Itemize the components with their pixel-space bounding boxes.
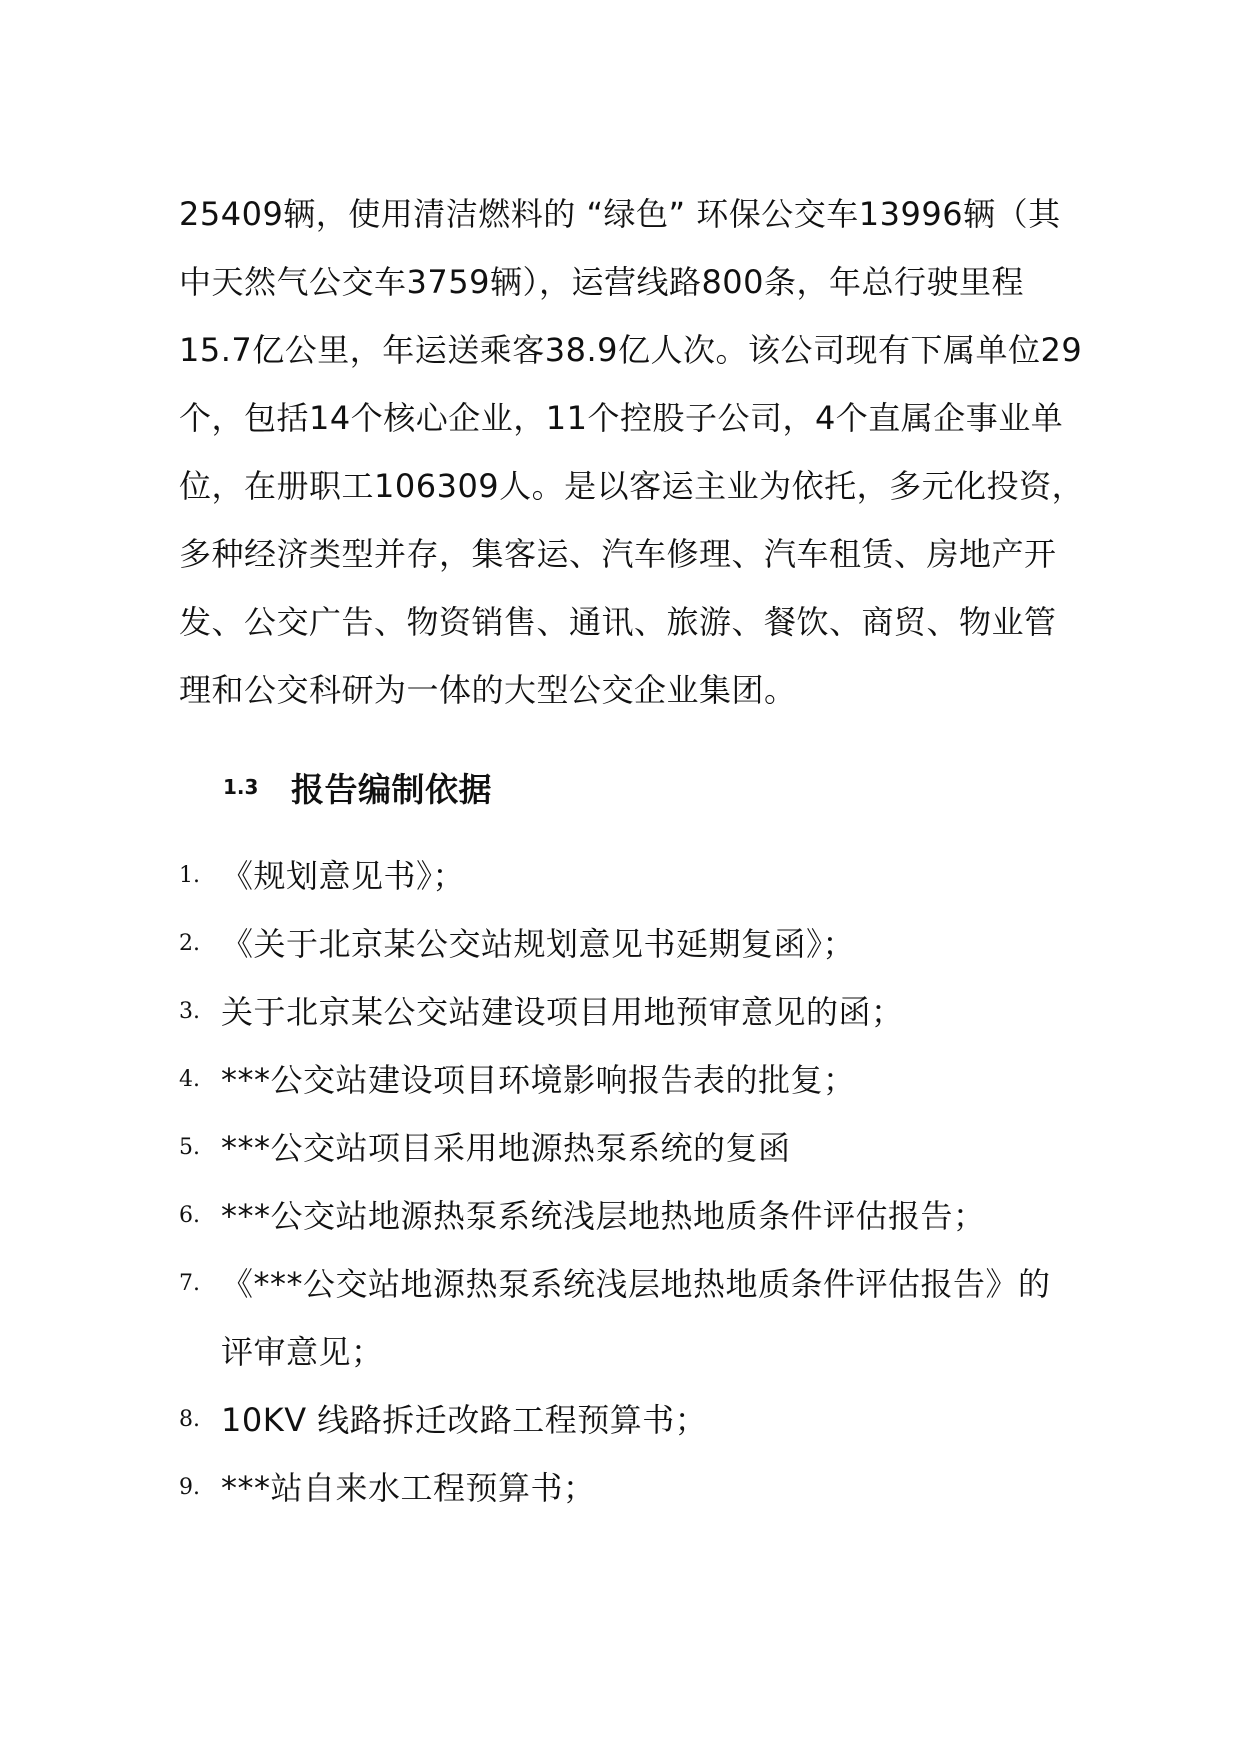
paragraph-line: 位，在册职工106309人。是以客运主业为依托，多元化投资， [179, 467, 1085, 505]
list-number: 8. [179, 1407, 200, 1432]
list-item-text: ***站自来水工程预算书； [221, 1469, 596, 1507]
list-item-text: 10KV 线路拆迁改路工程预算书； [221, 1401, 708, 1439]
list-number: 6. [179, 1203, 200, 1228]
list-item-text: 《***公交站地源热泵系统浅层地热地质条件评估报告》的 [221, 1265, 1051, 1303]
paragraph-line: 多种经济类型并存，集客运、汽车修理、汽车租赁、房地产开 [179, 535, 1057, 573]
paragraph-line: 理和公交科研为一体的大型公交企业集团。 [179, 671, 797, 709]
list-item-text: ***公交站建设项目环境影响报告表的批复； [221, 1061, 856, 1099]
list-number: 9. [179, 1475, 200, 1500]
list-number: 7. [179, 1271, 200, 1296]
section-number: 1.3 [223, 775, 259, 799]
list-item-text: ***公交站地源热泵系统浅层地热地质条件评估报告； [221, 1197, 986, 1235]
list-item-text: ***公交站项目采用地源热泵系统的复函 [221, 1129, 791, 1167]
list-item-text: 关于北京某公交站建设项目用地预审意见的函； [221, 993, 904, 1031]
paragraph-line: 发、公交广告、物资销售、通讯、旅游、餐饮、商贸、物业管 [179, 603, 1057, 641]
list-number: 4. [179, 1067, 200, 1092]
section-heading [223, 762, 492, 812]
list-number: 1. [179, 863, 200, 888]
paragraph-line: 15.7亿公里，年运送乘客38.9亿人次。该公司现有下属单位29 [179, 331, 1083, 369]
section-title: 报告编制依据 [291, 769, 492, 809]
list-number: 5. [179, 1135, 200, 1160]
list-item-text: 《关于北京某公交站规划意见书延期复函》； [221, 925, 856, 963]
list-number: 3. [179, 999, 200, 1024]
list-number: 2. [179, 931, 200, 956]
paragraph-line: 个，包括14个核心企业，11个控股子公司，4个直属企事业单 [179, 399, 1064, 437]
list-item-text-continuation: 评审意见； [221, 1333, 384, 1371]
list-item-text: 《规划意见书》； [221, 857, 466, 895]
paragraph-line: 中天然气公交车3759辆），运营线路800条，年总行驶里程 [179, 263, 1025, 301]
paragraph-line: 25409辆，使用清洁燃料的 “绿色” 环保公交车13996辆（其 [179, 195, 1061, 233]
